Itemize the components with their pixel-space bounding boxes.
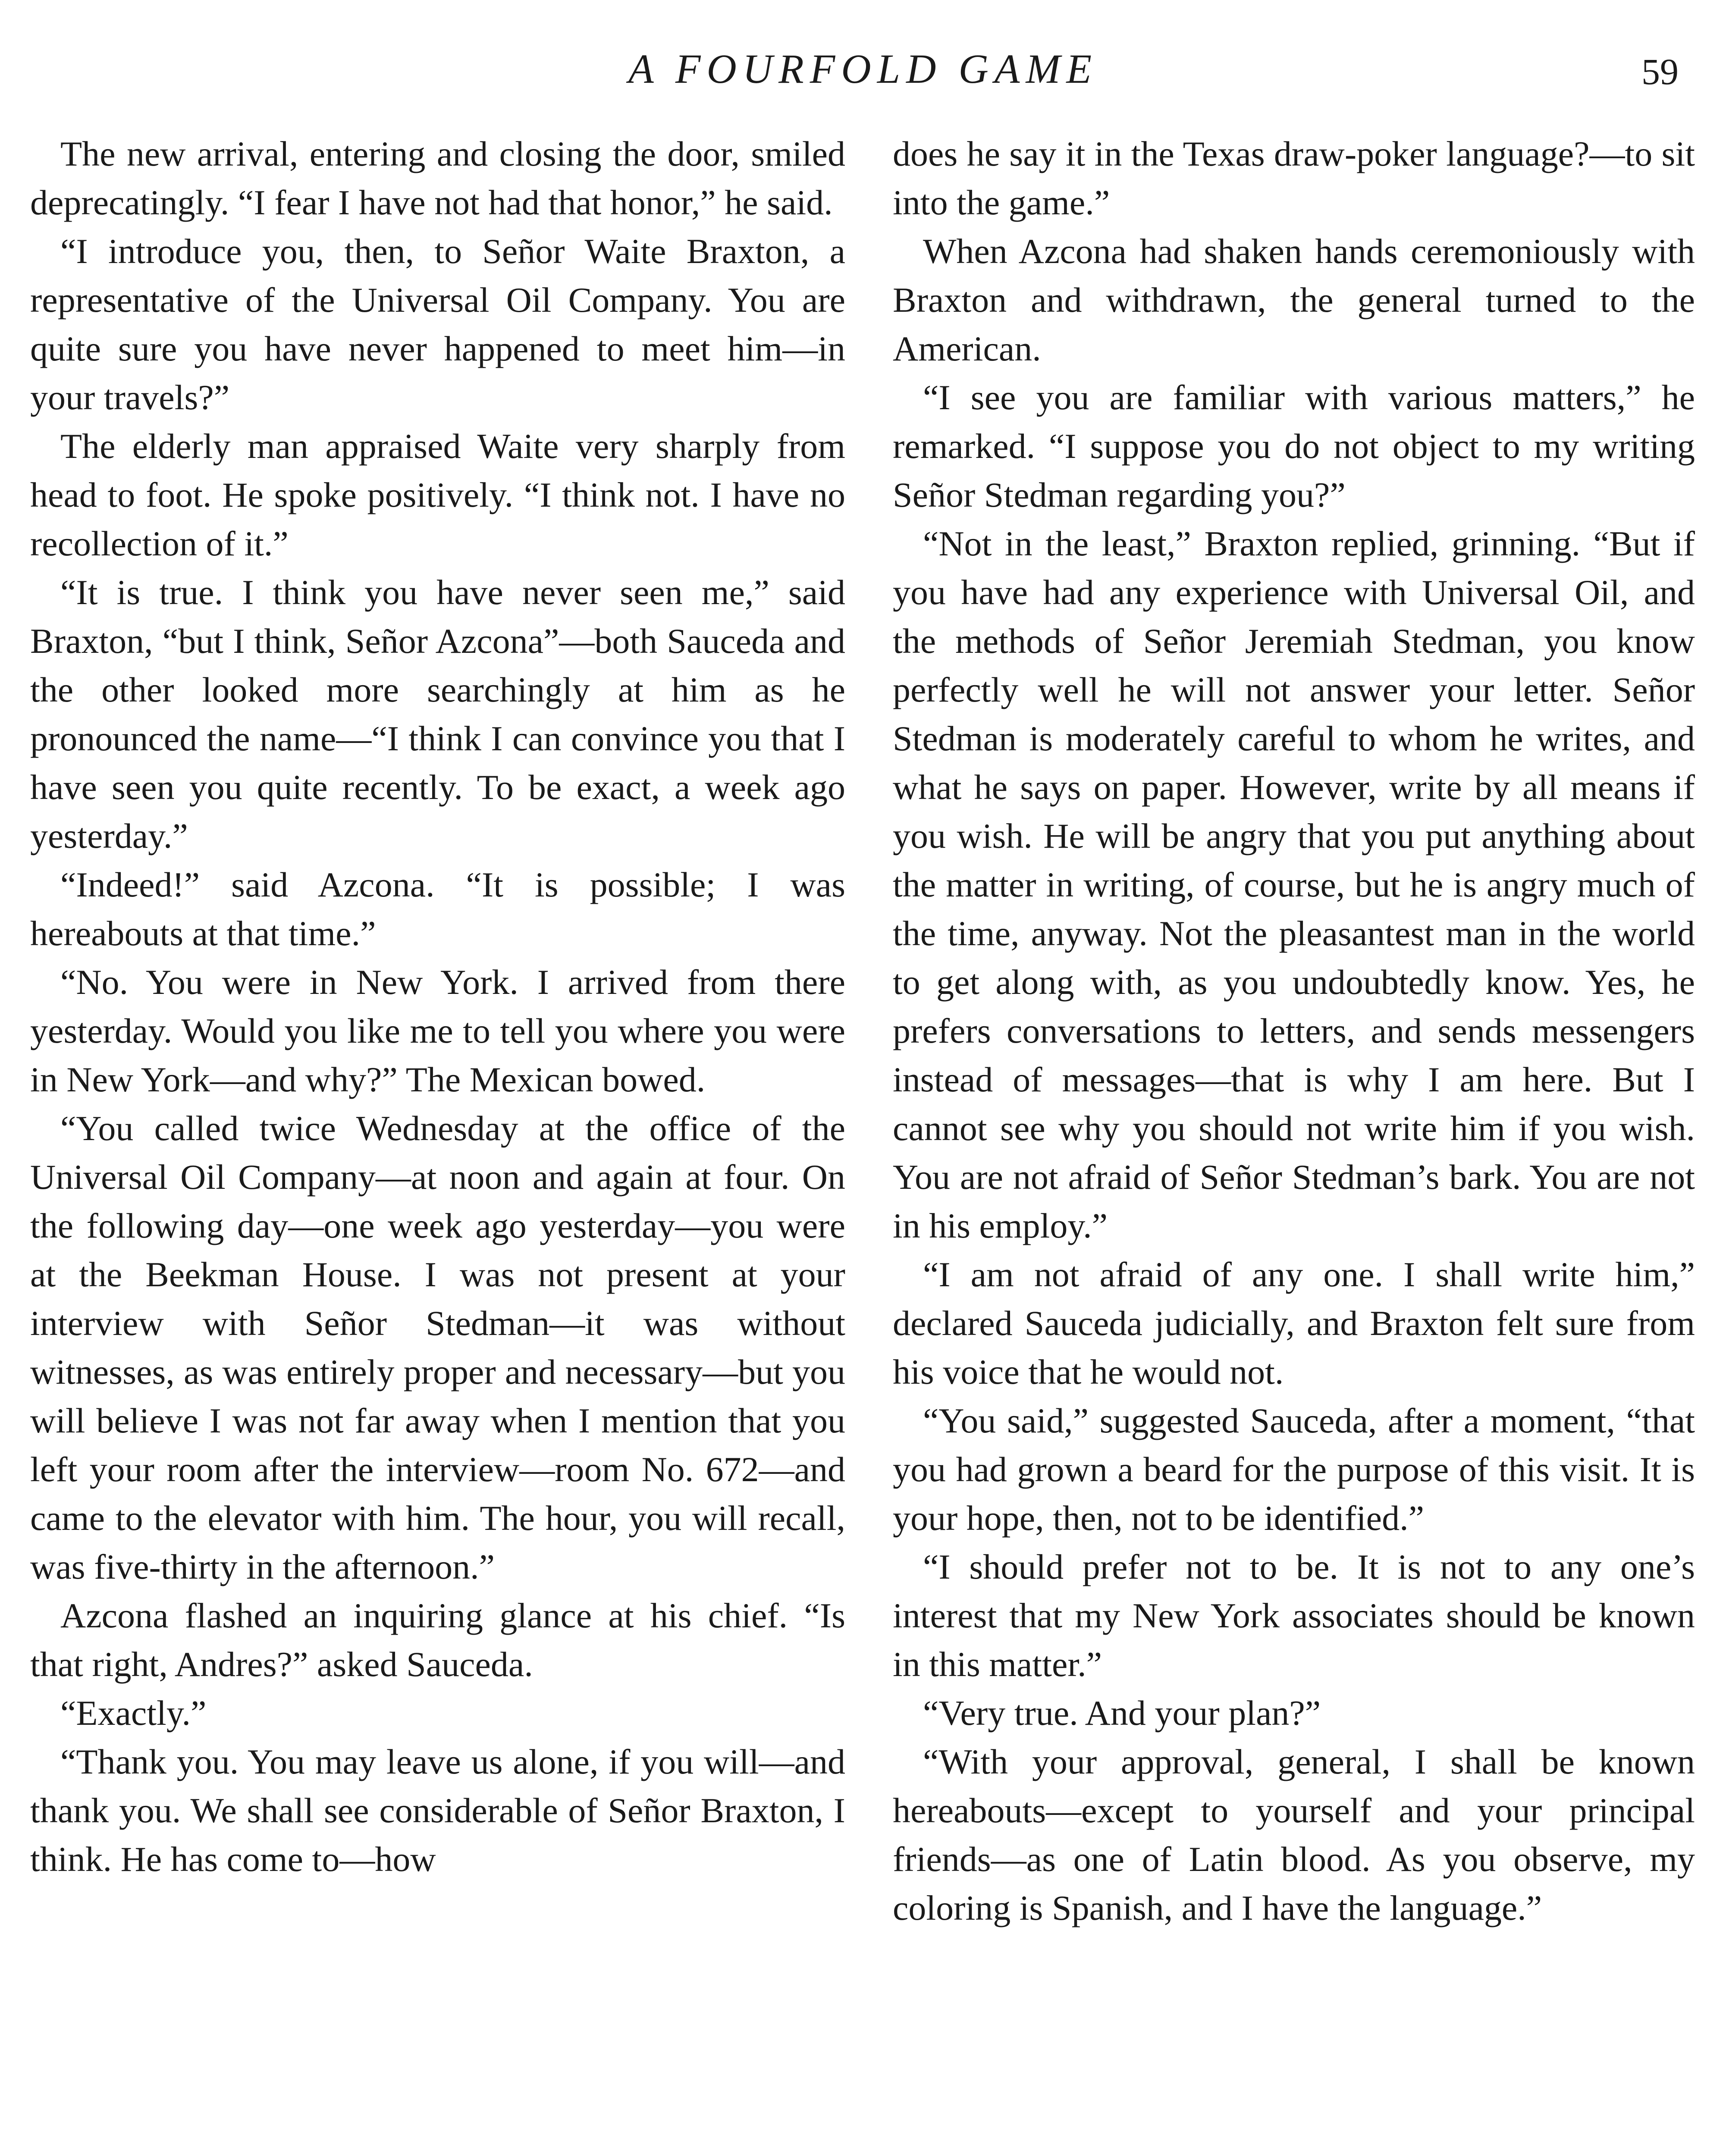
left-column (30, 129, 845, 2156)
paragraph: “I should prefer not to be. It is not to any one’s interest that my New York associates should be known in this matter.” (893, 1547, 1695, 1684)
paragraph: “Thank you. You may leave us alone, if you will—and thank you. We shall see considerable of Señor Braxton, I think. He has come to—how (30, 1742, 845, 1879)
paragraph: The elderly man appraised Waite very sharply from head to foot. He spoke positively. “I think not. I have no recollection of it.” (30, 426, 845, 563)
paragraph: When Azcona had shaken hands ceremoniously with Braxton and withdrawn, the general turned to the American. (893, 232, 1695, 368)
paragraph: “With your approval, general, I shall be known hereabouts—except to yourself and your principal friends—as one of Latin blood. As you observe, my coloring is Spanish, and I have the language.” (893, 1742, 1695, 1927)
running-title: A FOURFOLD GAME (628, 46, 1098, 92)
paragraph: “Not in the least,” Braxton replied, grinning. “But if you have had any experience with Universal Oil, and the methods of Señor Jeremiah Stedman, you know perfectly well he will not answer your letter. Señor Stedman is moderately careful to whom he writes, and what he says on paper. However, write by all means if you wish. He will be angry that you put anything about the matter in writing, of course, but he is angry much of the time, anyway. Not the pleasantest man in the world to get along with, as you undoubtedly know. Yes, he prefers conversations to letters, and sends messengers instead of messages—that is why I am here. But I cannot see why you should not write him if you wish. You are not afraid of Señor Stedman’s bark. You are not in his employ.” (893, 524, 1695, 1245)
right-column (893, 129, 1695, 2156)
paragraph: “You called twice Wednesday at the office of the Universal Oil Company—at noon and again at four. On the following day—one week ago yesterday—you were at the Beekman House. I was not present at your interview with Señor Stedman—it was without witnesses, as was entirely proper and necessary—but you will believe I was not far away when I mention that you left your room after the interview—room No. 672—and came to the elevator with him. The hour, you will recall, was five-thirty in the afternoon.” (30, 1109, 845, 1586)
paragraph-continued: does he say it in the Texas draw-poker language?—to sit into the game.” (893, 134, 1695, 222)
running-head (0, 43, 1726, 103)
paragraph: “Very true. And your plan?” (923, 1693, 1321, 1733)
paragraph: “I am not afraid of any one. I shall write him,” declared Sauceda judicially, and Braxton felt sure from his voice that he would not. (893, 1255, 1695, 1391)
paragraph: Azcona flashed an inquiring glance at his chief. “Is that right, Andres?” asked Sauceda. (30, 1596, 845, 1684)
paragraph: The new arrival, entering and closing the door, smiled deprecatingly. “I fear I have not had that honor,” he said. (30, 134, 845, 222)
paragraph: “You said,” suggested Sauceda, after a moment, “that you had grown a beard for the purpose of this visit. It is your hope, then, not to be identified.” (893, 1401, 1695, 1538)
page-number: 59 (1641, 51, 1679, 92)
paragraph: “It is true. I think you have never seen me,” said Braxton, “but I think, Señor Azcona”—both Sauceda and the other looked more searchingly at him as he pronounced the name—“I think I can convince you that I have seen you quite recently. To be exact, a week ago yesterday.” (30, 573, 845, 856)
paragraph: “I introduce you, then, to Señor Waite Braxton, a representative of the Universal Oil Company. You are quite sure you have never happened to meet him—in your travels?” (30, 232, 845, 417)
paragraph: “Indeed!” said Azcona. “It is possible; I was hereabouts at that time.” (30, 865, 845, 953)
paragraph: “Exactly.” (60, 1693, 207, 1733)
paragraph: “No. You were in New York. I arrived from there yesterday. Would you like me to tell you where you were in New York—and why?” The Mexican bowed. (30, 962, 845, 1099)
paragraph: “I see you are familiar with various matters,” he remarked. “I suppose you do not object to my writing Señor Stedman regarding you?” (893, 378, 1695, 514)
